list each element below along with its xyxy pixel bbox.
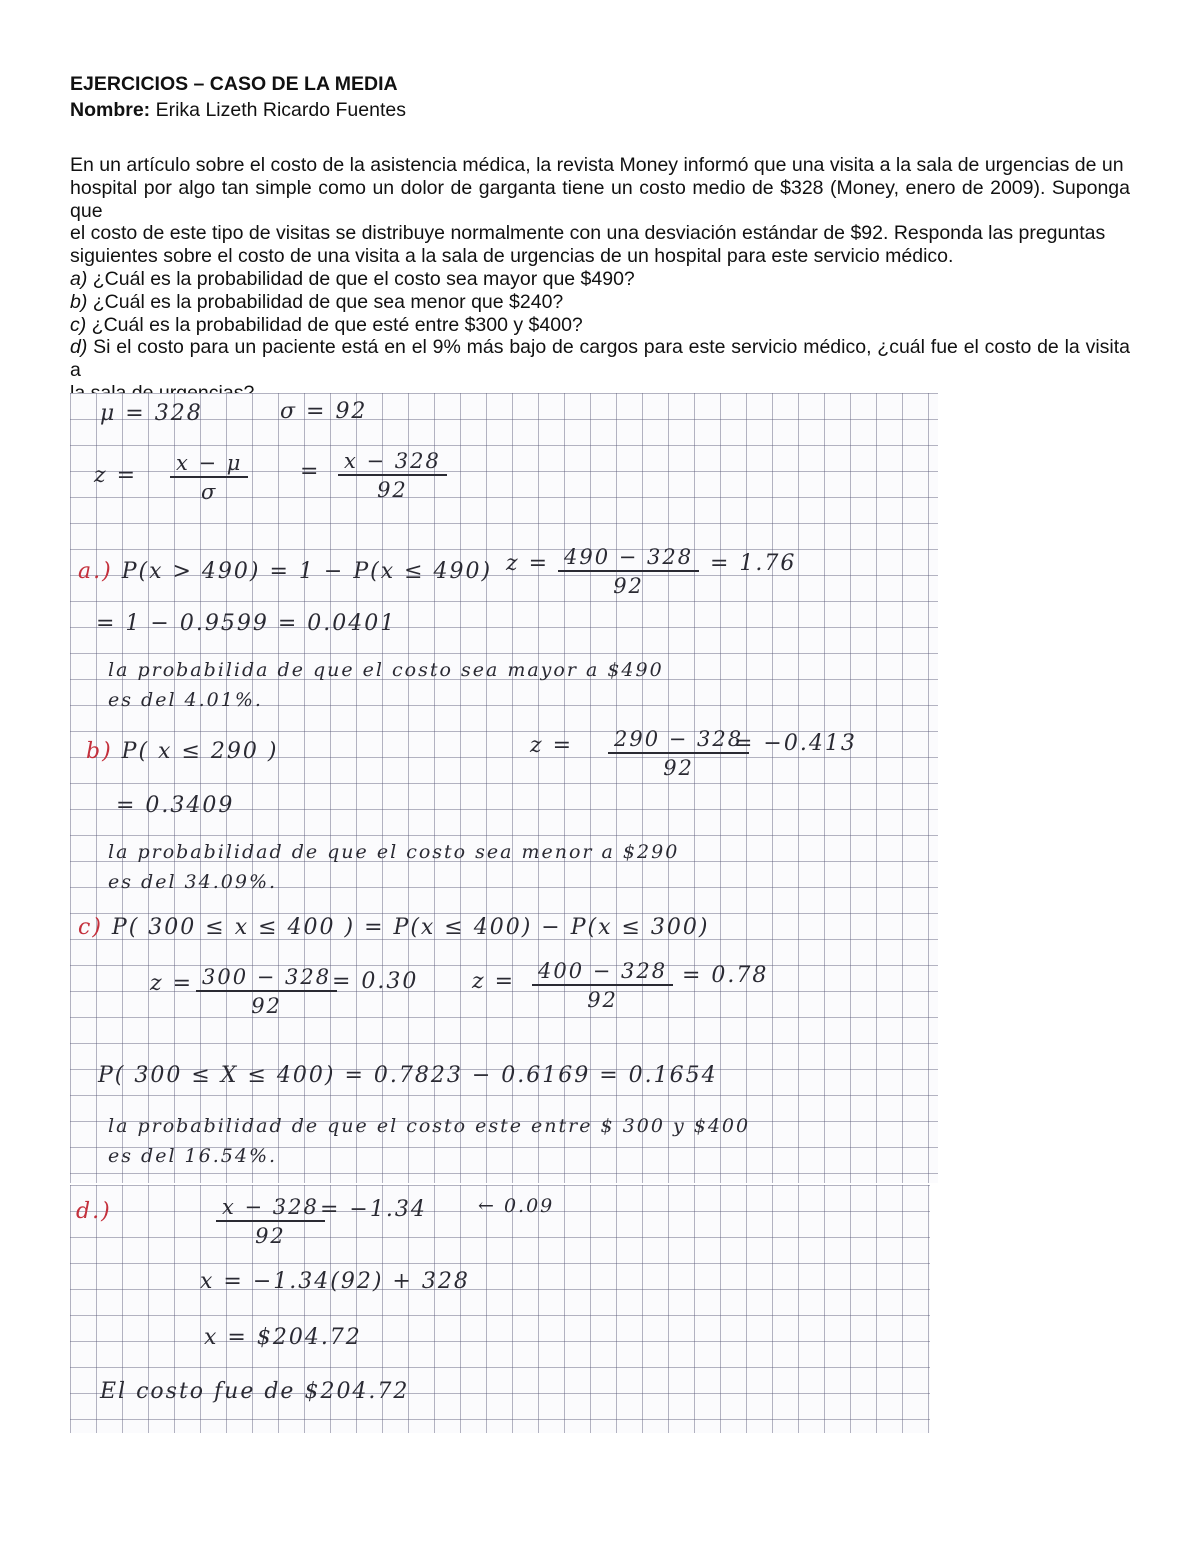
name-label: Nombre:: [70, 99, 151, 121]
part-d-percentile-note: ← 0.09: [478, 1195, 555, 1217]
part-d-answer: x = $204.72: [204, 1325, 362, 1350]
part-b-conclusion: es del 34.09%.: [108, 871, 278, 893]
part-a-label: a.): [78, 559, 113, 584]
part-a-conclusion: es del 4.01%.: [108, 689, 263, 711]
mean-value: μ = 328: [100, 401, 203, 426]
part-c-calculation: P( 300 ≤ X ≤ 400) = 0.7823 − 0.6169 = 0.1654: [98, 1063, 718, 1088]
part-b-z-fraction: [608, 727, 749, 780]
question-text: ¿Cuál es la probabilidad de que el costo sea mayor que $490?: [87, 267, 635, 290]
part-b-z-result: = −0.413: [734, 731, 857, 756]
part-d-fraction: [216, 1195, 325, 1248]
problem-line: siguientes sobre el costo de una visita a la sala de urgencias de un hospital para este servicio médico.: [70, 245, 954, 268]
question-a: [70, 268, 1130, 291]
part-a-z-result: = 1.76: [710, 551, 797, 576]
z-numerator: 290 − 328: [608, 727, 749, 754]
part-c-z1-fraction: [196, 965, 337, 1018]
part-b-label: b): [86, 739, 113, 764]
z-numerator: x − μ: [170, 451, 248, 478]
question-c: [70, 314, 1130, 337]
graph-paper-sheet: [70, 393, 938, 1183]
part-c-conclusion: es del 16.54%.: [108, 1145, 278, 1167]
question-text: Si el costo para un paciente está en el 9% más bajo de cargos para este servicio médico, ¿cuál fue el costo de la visita a: [70, 336, 1130, 382]
z-denominator: 92: [613, 574, 644, 598]
part-d-result: = −1.34: [320, 1197, 427, 1222]
d-numerator: x − 328: [216, 1195, 325, 1222]
problem-statement: [70, 154, 1130, 405]
part-b-calculation: = 0.3409: [116, 793, 235, 818]
question-letter: d): [70, 336, 88, 359]
part-b-z-label: z =: [530, 733, 574, 758]
z-substituted-fraction: [338, 449, 447, 502]
document-title: EJERCICIOS – CASO DE LA MEDIA: [70, 73, 398, 95]
question-text: ¿Cuál es la probabilidad de que sea menor que $240?: [87, 290, 564, 313]
z-denominator: 92: [251, 994, 282, 1018]
z-numerator: 490 − 328: [558, 545, 699, 572]
z-denominator: 92: [587, 988, 618, 1012]
part-c-conclusion: la probabilidad de que el costo este entre $ 300 y $400: [108, 1115, 751, 1137]
question-letter: b): [70, 290, 88, 313]
part-c-z2-result: = 0.78: [682, 963, 769, 988]
part-c-z1-label: z =: [150, 971, 194, 996]
problem-line: hospital por algo tan simple como un dolor de garganta tiene un costo medio de $328 (Money, enero de 2009). Suponga que: [70, 176, 1130, 222]
equals-sign: =: [300, 459, 321, 484]
part-c-label: c): [78, 915, 103, 940]
question-b: [70, 291, 1130, 314]
question-d: [70, 336, 1130, 382]
part-d-conclusion: El costo fue de $204.72: [100, 1379, 410, 1404]
part-a-expression: P(x > 490) = 1 − P(x ≤ 490): [121, 559, 493, 584]
part-a-calculation: = 1 − 0.9599 = 0.0401: [96, 611, 397, 636]
part-c-z2-fraction: [532, 959, 673, 1012]
z-formula-label: z =: [94, 463, 138, 488]
part-d-equation: x = −1.34(92) + 328: [200, 1269, 470, 1294]
z-formula-fraction: [170, 451, 248, 504]
z-denominator: 92: [663, 756, 694, 780]
question-letter: a): [70, 267, 88, 290]
z-numerator: 300 − 328: [196, 965, 337, 992]
part-a-z-label: z =: [506, 551, 550, 576]
z-numerator: 400 − 328: [532, 959, 673, 986]
d-denominator: 92: [255, 1224, 286, 1248]
question-letter: c): [70, 313, 87, 336]
part-c-z1-result: = 0.30: [332, 969, 419, 994]
z-numerator: x − 328: [338, 449, 447, 476]
std-dev-value: σ = 92: [280, 399, 368, 424]
question-text: ¿Cuál es la probabilidad de que esté entre $300 y $400?: [86, 313, 583, 336]
graph-paper-sheet: [70, 1185, 930, 1433]
part-a-z-fraction: [558, 545, 699, 598]
problem-line: En un artículo sobre el costo de la asistencia médica, la revista Money informó que una visita a la sala de urgencias de un: [70, 154, 1124, 176]
part-d-label: d.): [76, 1199, 112, 1224]
part-c-expression: P( 300 ≤ x ≤ 400 ) = P(x ≤ 400) − P(x ≤ 300): [111, 915, 710, 940]
student-name-line: [70, 99, 1130, 122]
problem-line: el costo de este tipo de visitas se distribuye normalmente con una desviación estándar de $92. Responda las preguntas: [70, 222, 1106, 245]
name-value: Erika Lizeth Ricardo Fuentes: [155, 99, 406, 121]
part-a-conclusion: la probabilida de que el costo sea mayor a $490: [108, 659, 664, 681]
part-b-expression: P( x ≤ 290 ): [121, 739, 279, 764]
z-denominator: σ: [201, 480, 218, 504]
part-b-conclusion: la probabilidad de que el costo sea menor a $290: [108, 841, 680, 863]
z-denominator: 92: [377, 478, 408, 502]
part-c-z2-label: z =: [472, 969, 516, 994]
